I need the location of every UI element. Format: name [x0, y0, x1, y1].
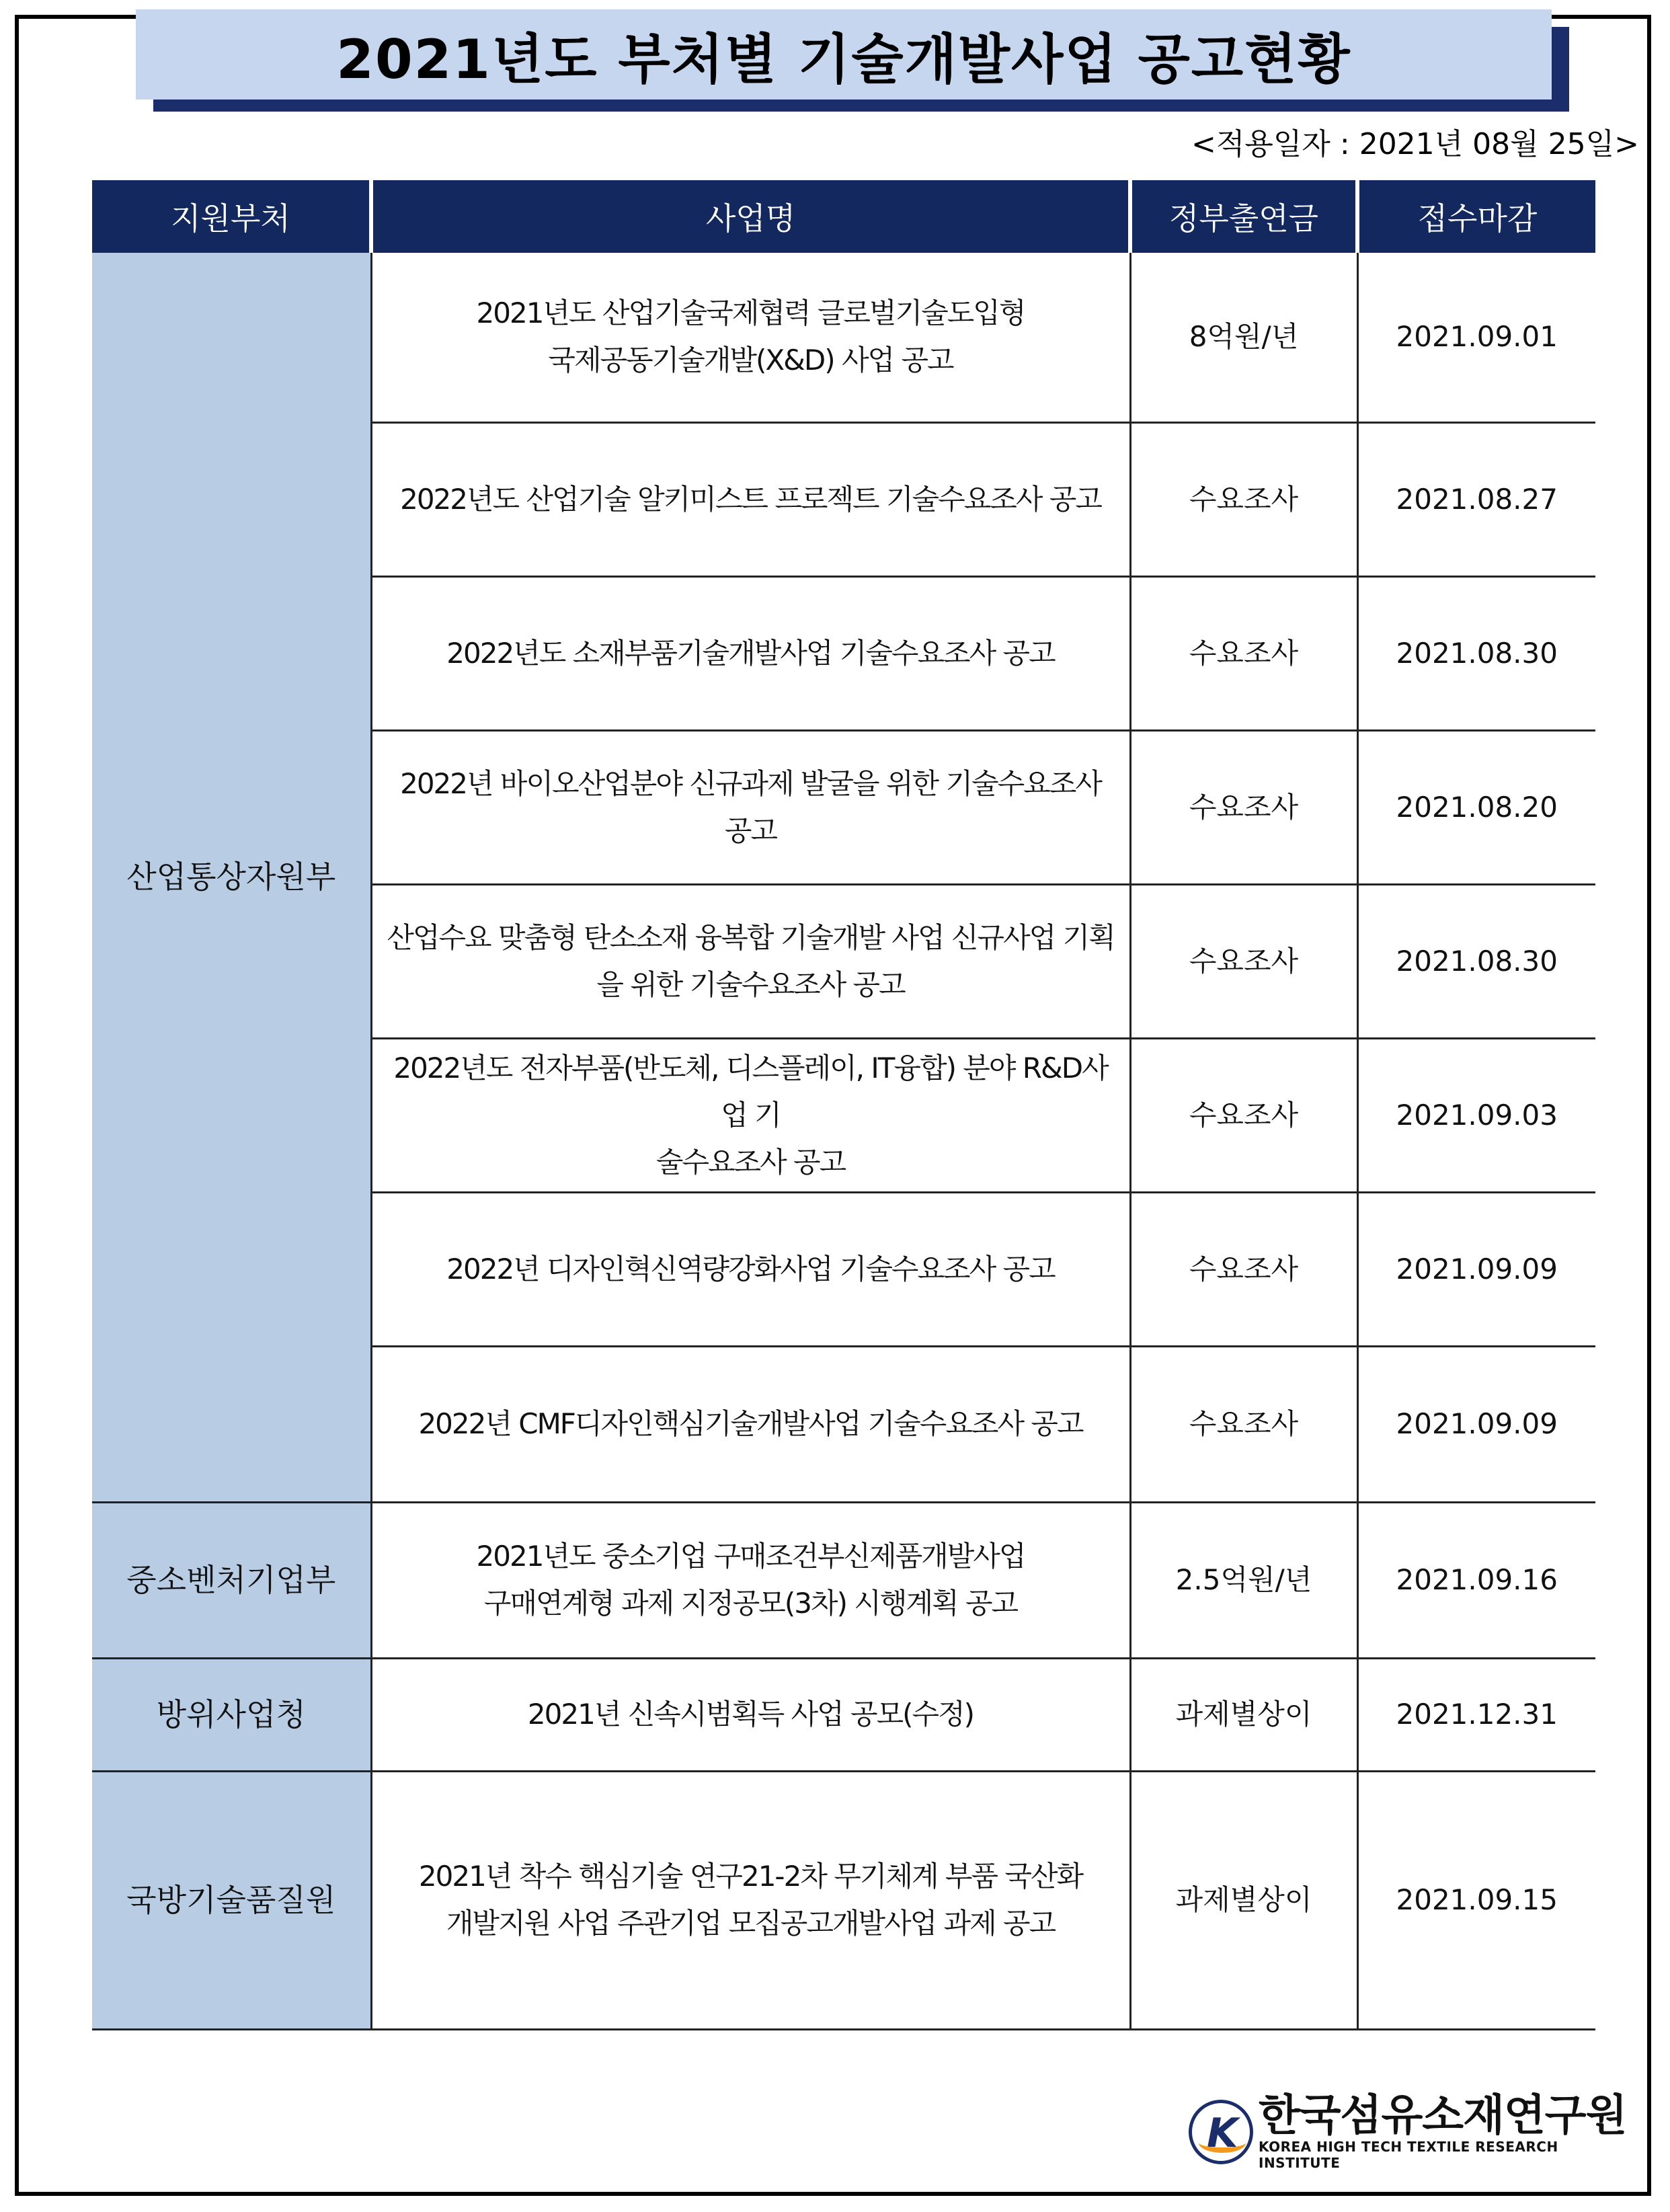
project-name-cell: [371, 1771, 1130, 2029]
project-name-cell: [371, 1192, 1130, 1346]
fund-cell: 수요조사: [1130, 1038, 1357, 1192]
institute-logo: [1189, 2091, 1632, 2171]
deadline-cell: 2021.09.16: [1357, 1502, 1595, 1658]
deadline-cell: 2021.08.30: [1357, 884, 1595, 1038]
deadline-cell: 2021.08.20: [1357, 730, 1595, 884]
institute-emblem-icon: K: [1189, 2100, 1253, 2164]
fund-cell: 수요조사: [1130, 884, 1357, 1038]
project-name-cell: [371, 576, 1130, 730]
logo-name-en: KOREA HIGH TECH TEXTILE RESEARCH INSTITUTE: [1259, 2139, 1558, 2171]
fund-cell: 수요조사: [1130, 422, 1357, 576]
dept-cell: 방위사업청: [92, 1658, 371, 1771]
deadline-cell: 2021.08.27: [1357, 422, 1595, 576]
table-row: [92, 1771, 1595, 2029]
project-name-line: 2021년도 중소기업 구매조건부신제품개발사업: [476, 1540, 1025, 1573]
deadline-cell: 2021.09.01: [1357, 253, 1595, 422]
column-header-dept: 지원부처: [92, 180, 371, 253]
deadline-cell: 2021.09.15: [1357, 1771, 1595, 2029]
fund-cell: 2.5억원/년: [1130, 1502, 1357, 1658]
deadline-cell: 2021.09.09: [1357, 1346, 1595, 1502]
table-body: [92, 253, 1595, 2029]
table-row: [92, 1658, 1595, 1771]
deadline-cell: 2021.09.03: [1357, 1038, 1595, 1192]
deadline-cell: 2021.08.30: [1357, 576, 1595, 730]
project-name-line: 개발지원 사업 주관기업 모집공고개발사업 과제 공고: [446, 1907, 1056, 1940]
fund-cell: 수요조사: [1130, 1346, 1357, 1502]
column-header-name: 사업명: [371, 180, 1130, 253]
project-name-cell: [371, 1658, 1130, 1771]
project-name-line: 을 위한 기술수요조사 공고: [596, 967, 905, 1001]
column-header-deadline: 접수마감: [1357, 180, 1595, 253]
project-name-cell: [371, 1502, 1130, 1658]
project-name-cell: [371, 884, 1130, 1038]
project-name-line: 2022년 바이오산업분야 신규과제 발굴을 위한 기술수요조사: [400, 766, 1101, 800]
project-name-line: 2021년도 산업기술국제협력 글로벌기술도입형: [476, 297, 1025, 330]
deadline-cell: 2021.12.31: [1357, 1658, 1595, 1771]
fund-cell: 수요조사: [1130, 576, 1357, 730]
project-name-cell: [371, 422, 1130, 576]
project-name-line: 2022년도 전자부품(반도체, 디스플레이, IT융합) 분야 R&D사업 기: [393, 1051, 1108, 1132]
fund-cell: 과제별상이: [1130, 1658, 1357, 1771]
fund-cell: 8억원/년: [1130, 253, 1357, 422]
table-row: [92, 1502, 1595, 1658]
table-header-row: [92, 180, 1595, 253]
project-name-cell: [371, 1038, 1130, 1192]
fund-cell: 수요조사: [1130, 730, 1357, 884]
project-name-line: 2021년 신속시범획득 사업 공모(수정): [527, 1698, 974, 1731]
project-name-line: 2022년 디자인혁신역량강화사업 기술수요조사 공고: [446, 1252, 1055, 1286]
logo-name-ko: 한국섬유소재연구원: [1259, 2091, 1627, 2141]
fund-cell: 수요조사: [1130, 1192, 1357, 1346]
project-name-line: 2022년도 소재부품기술개발사업 기술수요조사 공고: [446, 636, 1055, 670]
fund-cell: 과제별상이: [1130, 1771, 1357, 2029]
project-name-line: 국제공동기술개발(X&D) 사업 공고: [548, 344, 953, 377]
project-name-line: 산업수요 맞춤형 탄소소재 융복합 기술개발 사업 신규사업 기획: [387, 920, 1115, 954]
project-name-line: 2022년도 산업기술 알키미스트 프로젝트 기술수요조사 공고: [400, 482, 1101, 516]
project-name-cell: [371, 1346, 1130, 1502]
dept-cell: 산업통상자원부: [92, 253, 371, 1502]
dept-cell: 국방기술품질원: [92, 1771, 371, 2029]
project-name-line: 2021년 착수 핵심기술 연구21-2차 무기체계 부품 국산화: [418, 1860, 1083, 1893]
column-header-fund: 정부출연금: [1130, 180, 1357, 253]
project-name-cell: [371, 730, 1130, 884]
project-name-line: 공고: [724, 814, 777, 847]
project-name-line: 술수요조사 공고: [655, 1145, 846, 1179]
project-name-cell: [371, 253, 1130, 422]
table-row: [92, 253, 1595, 422]
project-name-line: 구매연계형 과제 지정공모(3차) 시행계획 공고: [483, 1587, 1018, 1620]
effective-date: <적용일자 : 2021년 08월 25일>: [1191, 127, 1639, 161]
project-name-line: 2022년 CMF디자인핵심기술개발사업 기술수요조사 공고: [418, 1407, 1083, 1440]
announcement-table: [92, 180, 1595, 2030]
page-title: 2021년도 부처별 기술개발사업 공고현황: [136, 9, 1552, 100]
deadline-cell: 2021.09.09: [1357, 1192, 1595, 1346]
dept-cell: 중소벤처기업부: [92, 1502, 371, 1658]
